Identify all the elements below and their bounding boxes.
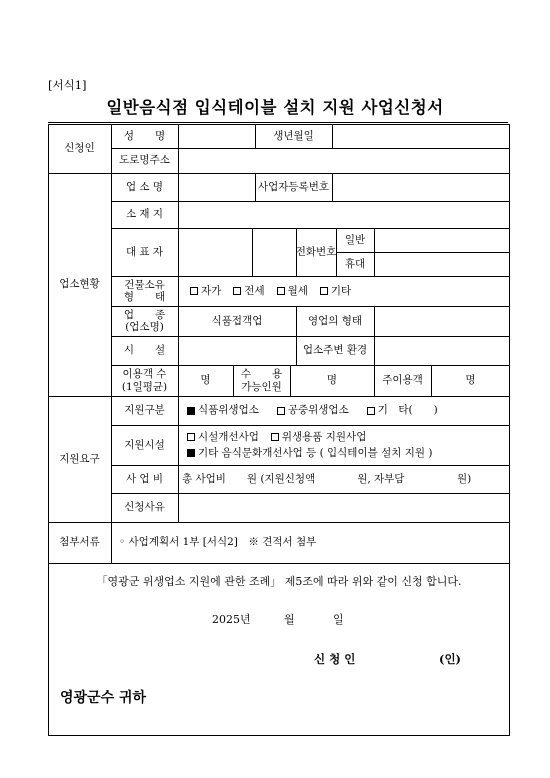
support-category-label: 지원구분 [124, 404, 165, 417]
ownership-label [111, 276, 178, 306]
checkbox-icon[interactable] [190, 287, 198, 295]
ownership-options [178, 276, 510, 306]
phone-home-label: 일반 [344, 233, 366, 246]
checkbox-icon[interactable] [367, 407, 375, 415]
category-option-food-label: 식품위생업소 [198, 404, 259, 417]
reason-label: 신청사유 [124, 501, 165, 514]
phone-label: 전화번호 [295, 245, 337, 258]
ownership-option-monthly[interactable] [277, 285, 308, 297]
business-reg-no-label: 사업자등록번호 [257, 180, 329, 193]
ownership-label-line1: 건물소유 [124, 278, 165, 291]
seal-mark: (인) [439, 652, 461, 666]
surroundings-field[interactable] [374, 336, 510, 365]
support-facility-options [178, 425, 510, 465]
project-cost-label: 사 업 비 [125, 472, 164, 485]
business-type-value: 식품접객업 [211, 314, 263, 327]
business-form-field[interactable] [374, 306, 510, 336]
section-applicant: 신청인 [64, 142, 95, 155]
daily-users-label-line2: (1일평균) [121, 380, 168, 393]
date-day: 일 [333, 613, 344, 626]
name-label: 성 명 [123, 129, 166, 142]
declaration-text: 「영광군 위생업소 지원에 관한 조례」 제5조에 따라 위와 같이 신청 합니다. [96, 575, 462, 588]
support-category-options [178, 396, 510, 425]
addressee: 영광군수 귀하 [60, 690, 147, 706]
business-type-label-line1: 업 종 [123, 308, 166, 321]
date-year: 2025년 [212, 613, 251, 626]
phone-home-field[interactable] [374, 228, 510, 252]
date-month: 월 [284, 613, 295, 626]
dob-label: 생년월일 [273, 129, 314, 142]
phone-mobile-field[interactable] [374, 252, 510, 276]
facility-field[interactable] [178, 336, 296, 365]
category-option-public-label: 공중위생업소 [287, 404, 349, 417]
daily-users-label-line1: 이용객 수 [122, 368, 167, 381]
category-option-food[interactable] [187, 404, 259, 416]
main-users-unit: 명 [465, 374, 476, 387]
checkbox-icon[interactable] [320, 287, 328, 295]
page-title: 일반음식점 입식테이블 설치 지원 사업신청서 [106, 98, 444, 117]
category-option-other-label: 기 타( ) [377, 404, 438, 417]
checkbox-icon[interactable] [233, 287, 241, 295]
checkbox-icon[interactable] [187, 433, 195, 441]
business-reg-no-field[interactable] [332, 173, 510, 201]
ownership-option-other-label: 기타 [330, 284, 352, 297]
capacity-label [233, 365, 290, 396]
representative-field-extra[interactable] [252, 228, 296, 276]
business-type-label [111, 306, 178, 336]
facility-option-hygiene-supplies[interactable] [271, 431, 366, 443]
category-option-other[interactable] [367, 404, 438, 416]
ownership-option-other[interactable] [320, 285, 351, 297]
section-support-request: 지원요구 [59, 452, 100, 465]
facility-option-food-culture[interactable] [187, 447, 432, 459]
title-underline [48, 122, 508, 123]
representative-label: 대 표 자 [125, 245, 164, 258]
facility-option-food-culture-label: 기타 음식문화개선사업 등 ( 입식테이블 설치 지원 ) [198, 446, 433, 459]
support-facility-row2 [187, 447, 444, 459]
checkbox-icon[interactable] [271, 433, 279, 441]
business-type-label-line2: (업소명) [125, 321, 164, 333]
daily-users-label [111, 365, 178, 396]
ownership-option-jeonse-label: 전세 [244, 284, 265, 297]
representative-field[interactable] [178, 228, 252, 276]
shop-name-label: 업 소 명 [125, 180, 164, 193]
location-field[interactable] [178, 201, 510, 228]
attachment-text: ◦ 사업계획서 1부 [서식2] ※ 견적서 첨부 [119, 536, 317, 549]
business-form-label: 영업의 형태 [307, 314, 363, 327]
ownership-option-jeonse[interactable] [233, 285, 264, 297]
checkbox-checked-icon[interactable] [187, 407, 195, 415]
ownership-label-line2: 형 태 [123, 291, 166, 303]
capacity-label-line2: 가능인원 [241, 380, 282, 393]
facility-label: 시 설 [123, 344, 166, 357]
support-facility-label: 지원시설 [124, 438, 165, 451]
section-business-status: 업소현황 [59, 278, 100, 291]
ownership-option-monthly-label: 월세 [287, 284, 308, 297]
main-users-label: 주이용객 [382, 374, 423, 387]
facility-option-improvement-label: 시설개선사업 [198, 431, 259, 444]
phone-mobile-label: 휴대 [344, 257, 366, 270]
ownership-option-own[interactable] [190, 285, 221, 297]
divider [48, 563, 510, 564]
facility-option-improvement[interactable] [187, 431, 259, 443]
support-facility-row1 [187, 431, 378, 443]
attachment-label: 첨부서류 [59, 536, 100, 549]
road-address-field[interactable] [178, 148, 510, 173]
location-label: 소 재 지 [125, 208, 164, 221]
category-option-public[interactable] [277, 404, 349, 416]
daily-users-unit: 명 [200, 374, 211, 387]
project-cost-field[interactable]: 총 사업비 원 (지원신청액 원, 자부담 원) [182, 472, 472, 485]
checkbox-icon[interactable] [277, 407, 285, 415]
road-address-label: 도로명주소 [119, 154, 170, 167]
form-number: [서식1] [48, 78, 87, 92]
shop-name-field[interactable] [178, 173, 255, 201]
signature-label: 신 청 인 [314, 652, 356, 666]
checkbox-checked-icon[interactable] [187, 449, 195, 457]
capacity-label-line1: 수 용 [240, 368, 283, 381]
dob-field[interactable] [332, 124, 510, 148]
facility-option-hygiene-supplies-label: 위생용품 지원사업 [281, 431, 367, 444]
reason-field[interactable] [178, 493, 510, 522]
capacity-unit: 명 [326, 374, 338, 387]
checkbox-icon[interactable] [277, 287, 285, 295]
surroundings-label: 업소주변 환경 [302, 344, 368, 357]
name-field[interactable] [178, 124, 255, 148]
ownership-option-own-label: 자가 [201, 284, 222, 297]
